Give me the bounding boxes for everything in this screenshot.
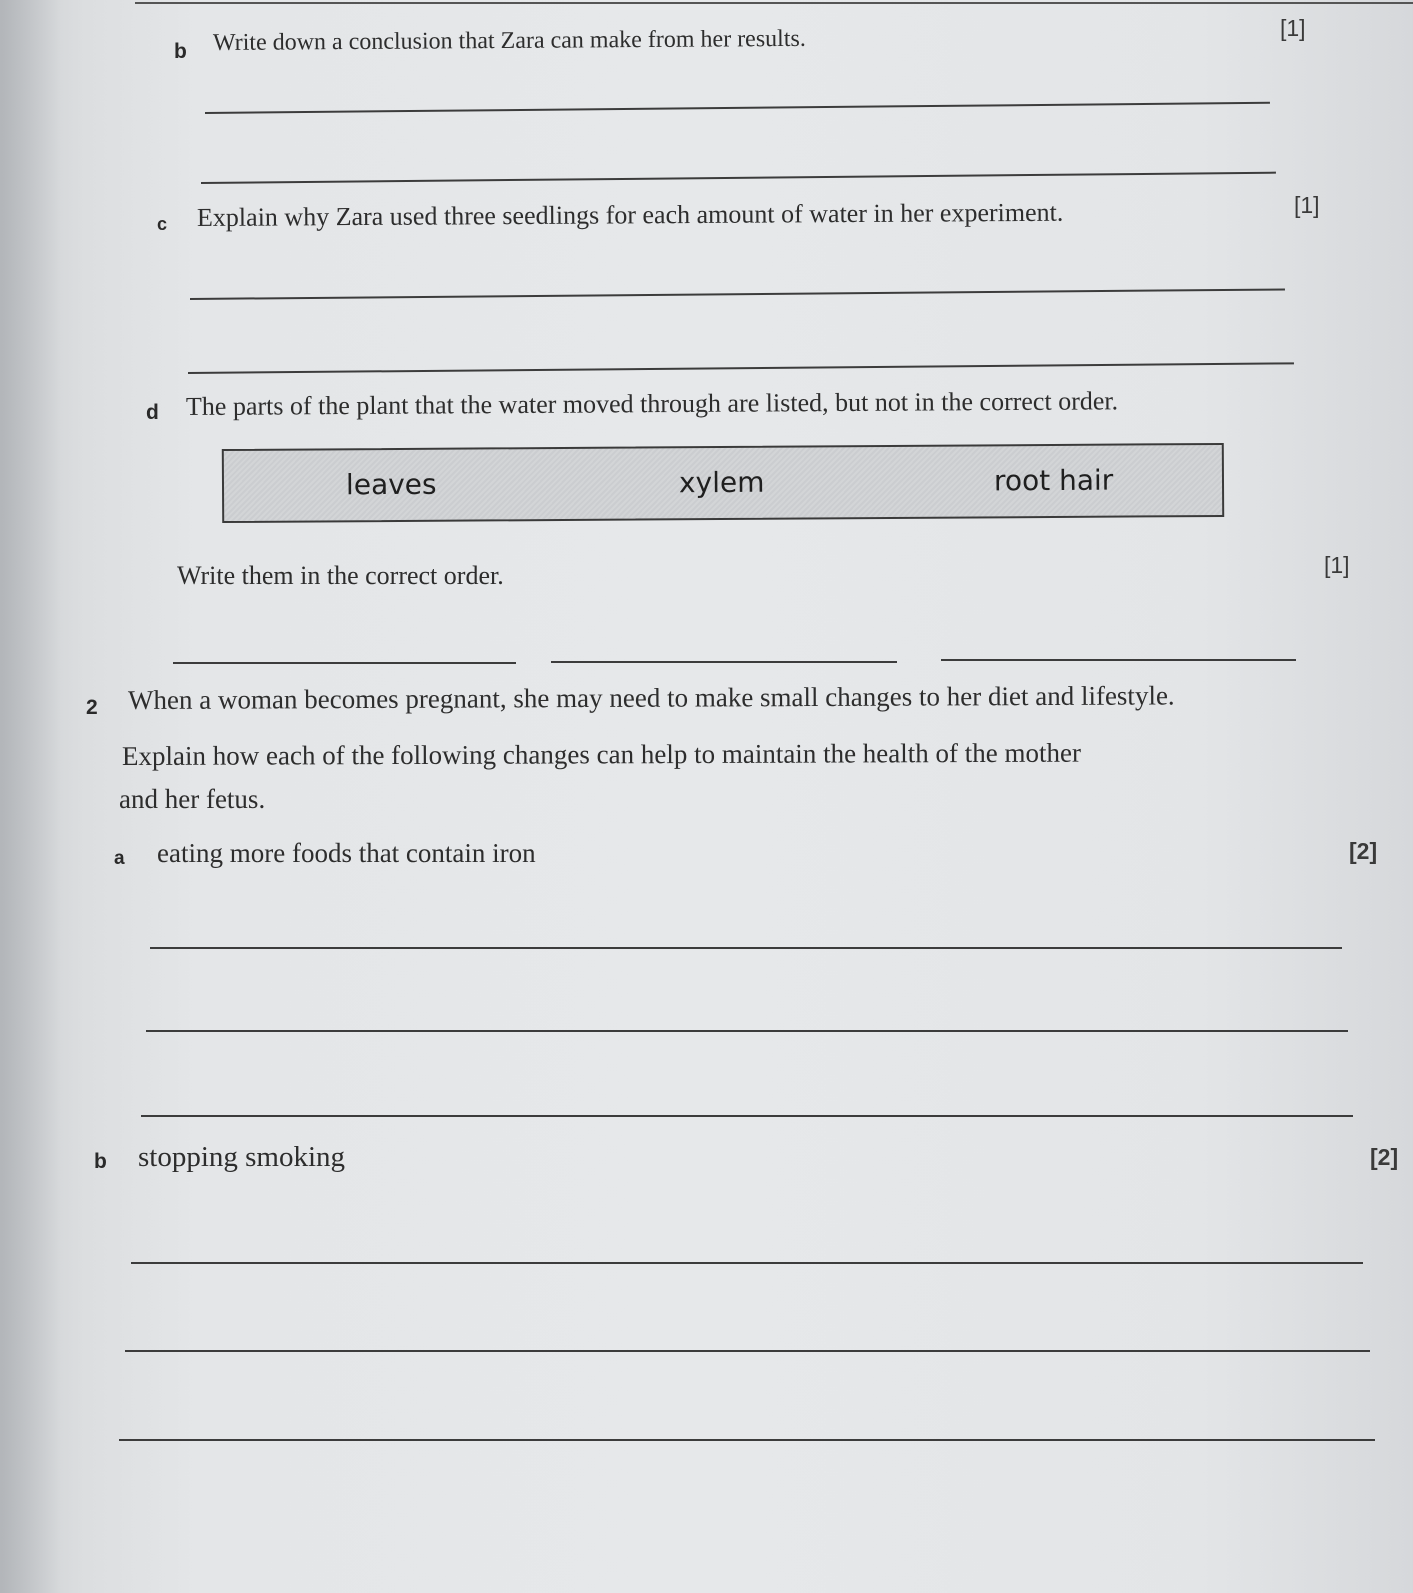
answer-line-1b-1[interactable] <box>205 102 1270 114</box>
question-1c-marks: [1] <box>1294 192 1320 218</box>
question-1b-marks: [1] <box>1280 15 1306 41</box>
answer-slot-1[interactable] <box>173 662 516 664</box>
question-1c-label: c <box>157 214 168 234</box>
top-rule <box>135 2 1413 4</box>
question-1b-prompt: Write down a conclusion that Zara can make from her results. <box>212 25 806 56</box>
word-root-hair: root hair <box>993 463 1114 498</box>
answer-line-1c-1[interactable] <box>190 288 1285 299</box>
answer-line-2b-1[interactable] <box>131 1262 1363 1264</box>
question-2b-marks: [2] <box>1370 1144 1399 1170</box>
question-1d-prompt: The parts of the plant that the water moved through are listed, but not in the correct order. <box>185 386 1119 421</box>
answer-slot-2[interactable] <box>551 661 897 663</box>
answer-slot-3[interactable] <box>941 659 1296 661</box>
word-xylem: xylem <box>678 465 765 500</box>
page-edge-shadow <box>0 0 60 1593</box>
question-2-instruction-line1: Explain how each of the following changes can help to maintain the health of the mother <box>121 737 1081 771</box>
question-1b-label: b <box>174 40 187 63</box>
question-2a-label: a <box>114 848 125 869</box>
answer-line-2a-1[interactable] <box>150 947 1342 949</box>
word-leaves: leaves <box>345 467 437 502</box>
question-2-number: 2 <box>86 696 98 719</box>
question-1c-prompt: Explain why Zara used three seedlings for each amount of water in her experiment. <box>196 197 1064 232</box>
answer-line-2b-3[interactable] <box>119 1439 1375 1441</box>
question-2-stem: When a woman becomes pregnant, she may need to make small changes to her diet and lifestyle. <box>127 680 1175 715</box>
answer-line-2b-2[interactable] <box>125 1350 1370 1352</box>
question-2b-prompt: stopping smoking <box>138 1141 346 1173</box>
answer-line-2a-2[interactable] <box>146 1030 1348 1032</box>
question-1d-marks: [1] <box>1324 552 1350 578</box>
question-2a-marks: [2] <box>1349 838 1378 864</box>
question-2-instruction-line2: and her fetus. <box>119 784 266 814</box>
word-box <box>222 443 1224 523</box>
question-2a-prompt: eating more foods that contain iron <box>157 838 536 868</box>
question-1d-label: d <box>146 401 159 424</box>
question-1d-instruction: Write them in the correct order. <box>177 561 504 590</box>
answer-line-1b-2[interactable] <box>201 172 1276 184</box>
question-2b-label: b <box>94 1150 107 1173</box>
answer-line-2a-3[interactable] <box>141 1115 1353 1117</box>
answer-line-1c-2[interactable] <box>188 362 1294 373</box>
